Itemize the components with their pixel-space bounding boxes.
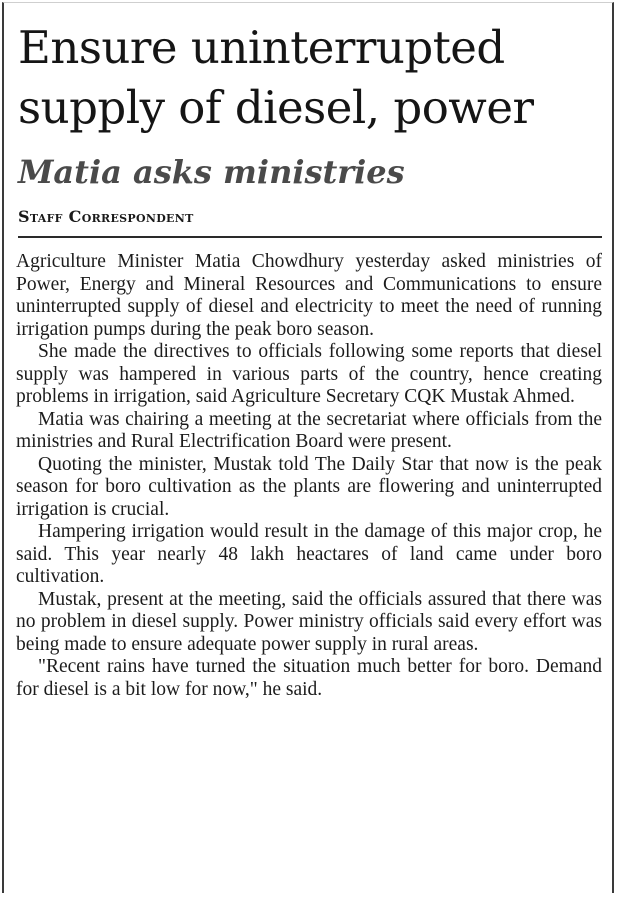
article-headline: Ensure uninterrupted supply of diesel, power — [18, 21, 534, 134]
article-paragraph: Hampering irrigation would result in the damage of this major crop, he said. This year nearly 48 lakh heactares of land came under boro cultivation. — [16, 521, 602, 587]
article-paragraph: Agriculture Minister Matia Chowdhury yesterday asked ministries of Power, Energy and Mineral Resources and Communications to ensure uninterrupted supply of diesel and electricity to meet the need of running irrigation pumps during the peak boro season. — [16, 251, 602, 340]
article-paragraph: She made the directives to officials following some reports that diesel supply was hampered in various parts of the country, hence creating problems in irrigation, said Agriculture Secretary CQK Mustak Ahmed. — [16, 341, 602, 407]
article-paragraph: Quoting the minister, Mustak told The Daily Star that now is the peak season for boro cultivation as the plants are flowering and uninterrupted irrigation is crucial. — [16, 453, 602, 520]
article-paragraph: "Recent rains have turned the situation much better for boro. Demand for diesel is a bit low for now," he said. — [16, 656, 602, 700]
article-paragraph: Mustak, present at the meeting, said the officials assured that there was no problem in diesel supply. Power ministry officials said every effort was being made to ensure adequate power supply in rural areas. — [16, 588, 602, 655]
byline-divider — [18, 236, 602, 238]
article-paragraph: Matia was chairing a meeting at the secretariat where officials from the ministries and Rural Electrification Board were present. — [16, 408, 602, 452]
article-byline: Staff Correspondent — [18, 207, 194, 226]
article-body — [16, 251, 602, 701]
article-subheadline: Matia asks ministries — [18, 153, 405, 191]
